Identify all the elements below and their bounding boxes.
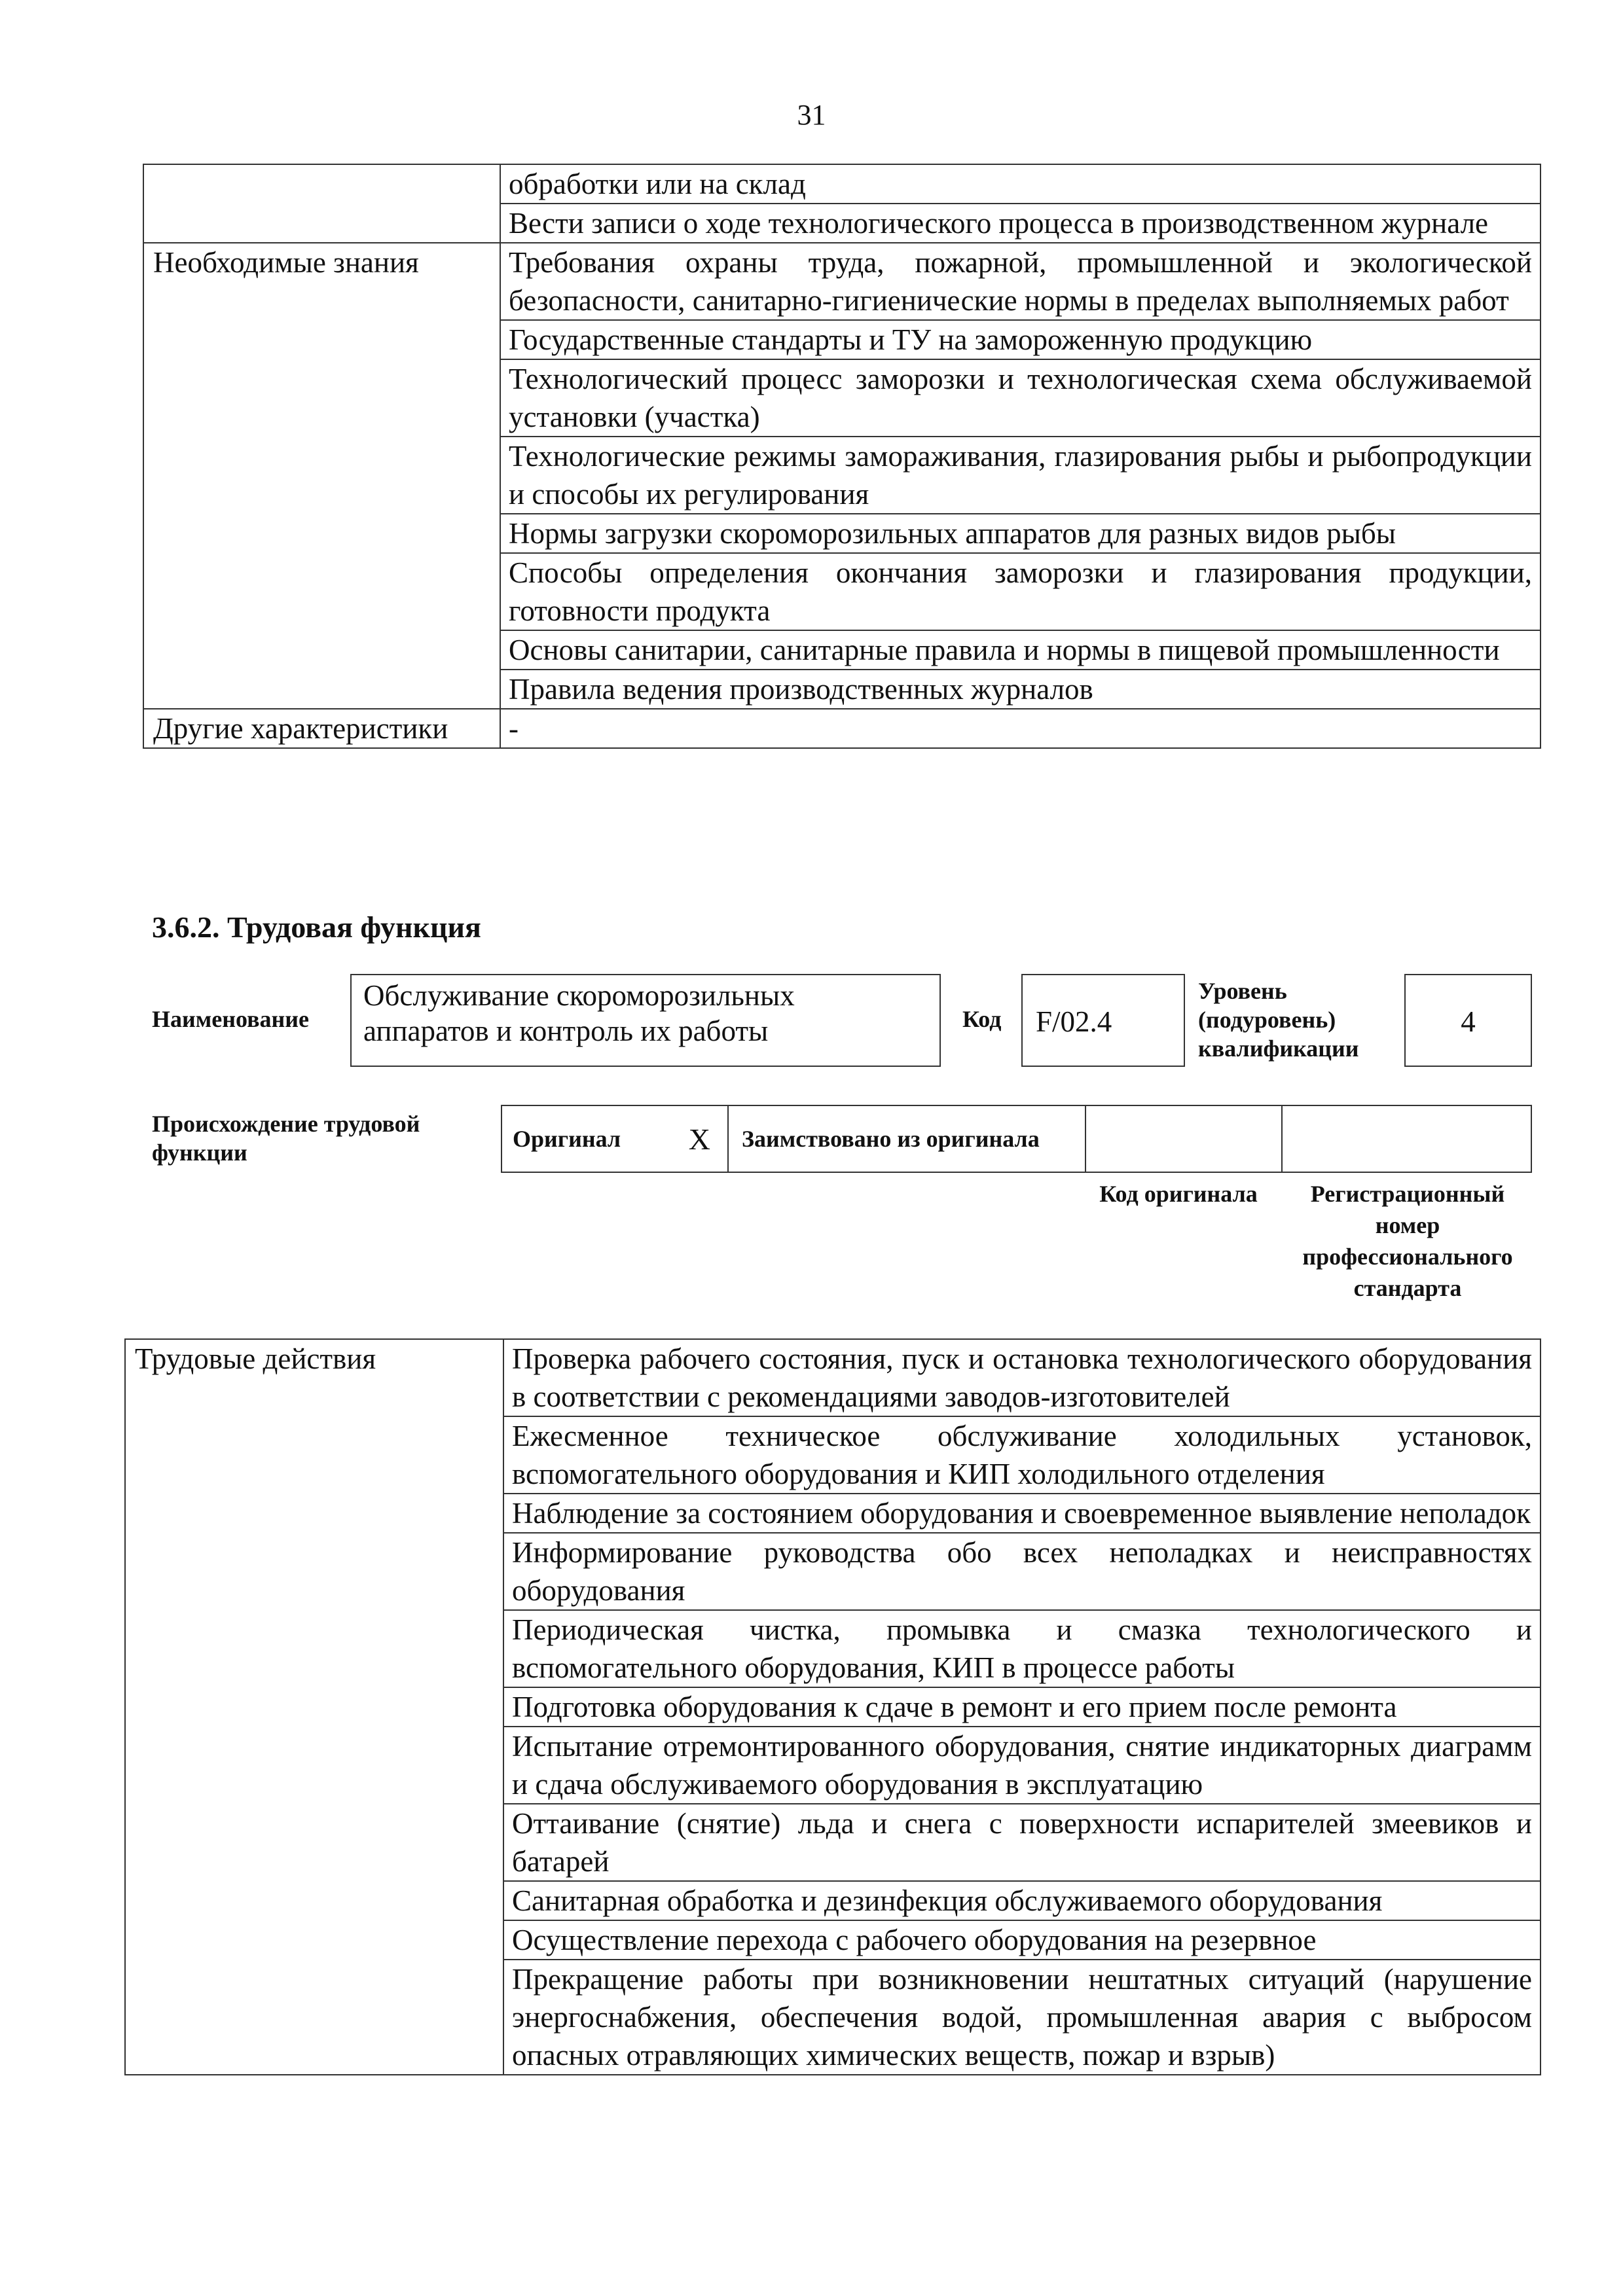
code-original-cell xyxy=(1086,1106,1283,1172)
section-title: 3.6.2. Трудовая функция xyxy=(152,910,481,944)
original-mark: X xyxy=(688,1122,710,1156)
table-row xyxy=(125,1339,1541,1416)
original-cell xyxy=(502,1106,729,1172)
code-original-caption: Код оригинала xyxy=(1099,1181,1258,1207)
level-value: 4 xyxy=(1461,1005,1476,1038)
table-category: Другие характеристики xyxy=(143,709,500,748)
table-cell: Осуществление перехода с рабочего оборудования на резервное xyxy=(503,1920,1541,1960)
reg-number-cell xyxy=(1283,1106,1531,1172)
table-cell: - xyxy=(500,709,1541,748)
code-value: F/02.4 xyxy=(1036,1005,1112,1038)
table-cell: Информирование руководства обо всех неполадках и неисправностях оборудования xyxy=(503,1533,1541,1610)
table-category: Трудовые действия xyxy=(125,1339,503,2075)
table-cell: Государственные стандарты и ТУ на замороженную продукцию xyxy=(500,320,1541,359)
page-number: 31 xyxy=(797,99,826,131)
table-row xyxy=(143,243,1541,320)
reg-number-caption: Регистрационный номер профессионального стандарта xyxy=(1302,1181,1513,1301)
name-label: Наименование xyxy=(152,1006,309,1032)
table-cell: Технологический процесс заморозки и технологическая схема обслуживаемой установки (участка) xyxy=(500,359,1541,437)
table-cell: Способы определения окончания заморозки и глазирования продукции, готовности продукта xyxy=(500,553,1541,630)
table-cell: Требования охраны труда, пожарной, промышленной и экологической безопасности, санитарно-гигиенические нормы в пределах выполняемых работ xyxy=(500,243,1541,320)
table-cell: Правила ведения производственных журналов xyxy=(500,670,1541,709)
origin-table xyxy=(501,1105,1532,1173)
table-cell: Испытание отремонтированного оборудования, снятие индикаторных диаграмм и сдача обслуживаемого оборудования в эксплуатацию xyxy=(503,1727,1541,1804)
table-cell: Прекращение работы при возникновении нештатных ситуаций (нарушение энергоснабжения, обеспечения водой, промышленная авария с выбросом опасных отравляющих химических веществ, пожар и взрыв) xyxy=(503,1960,1541,2075)
table-cell: Вести записи о ходе технологического процесса в производственном журнале xyxy=(500,204,1541,243)
borrowed-cell: Заимствовано из оригинала xyxy=(729,1106,1086,1172)
function-name: Обслуживание скороморозильных аппаратов и контроль их работы xyxy=(363,979,795,1047)
table-cell: Нормы загрузки скороморозильных аппаратов для разных видов рыбы xyxy=(500,514,1541,553)
original-label: Оригинал xyxy=(513,1126,621,1152)
origin-label: Происхождение трудовой функции xyxy=(152,1111,420,1166)
knowledge-table xyxy=(143,164,1541,749)
table-cell: Основы санитарии, санитарные правила и нормы в пищевой промышленности xyxy=(500,630,1541,670)
code-label: Код xyxy=(962,1006,1002,1032)
table-category xyxy=(143,164,500,243)
table-cell: Наблюдение за состоянием оборудования и своевременное выявление неполадок xyxy=(503,1494,1541,1533)
table-cell: Ежесменное техническое обслуживание холодильных установок, вспомогательного оборудования и КИП холодильного отделения xyxy=(503,1416,1541,1494)
table-cell: Проверка рабочего состояния, пуск и остановка технологического оборудования в соответствии с рекомендациями заводов-изготовителей xyxy=(503,1339,1541,1416)
table-category: Необходимые знания xyxy=(143,243,500,709)
labor-actions-table xyxy=(124,1338,1541,2075)
table-cell: Периодическая чистка, промывка и смазка технологического и вспомогательного оборудования, КИП в процессе работы xyxy=(503,1610,1541,1687)
table-row xyxy=(143,709,1541,748)
table-cell: Санитарная обработка и дезинфекция обслуживаемого оборудования xyxy=(503,1881,1541,1920)
table-row xyxy=(143,164,1541,204)
table-cell: обработки или на склад xyxy=(500,164,1541,204)
level-label: Уровень (подуровень) квалификации xyxy=(1198,978,1359,1062)
table-cell: Оттаивание (снятие) льда и снега с поверхности испарителей змеевиков и батарей xyxy=(503,1804,1541,1881)
table-cell: Подготовка оборудования к сдаче в ремонт и его прием после ремонта xyxy=(503,1687,1541,1727)
table-cell: Технологические режимы замораживания, глазирования рыбы и рыбопродукции и способы их регулирования xyxy=(500,437,1541,514)
